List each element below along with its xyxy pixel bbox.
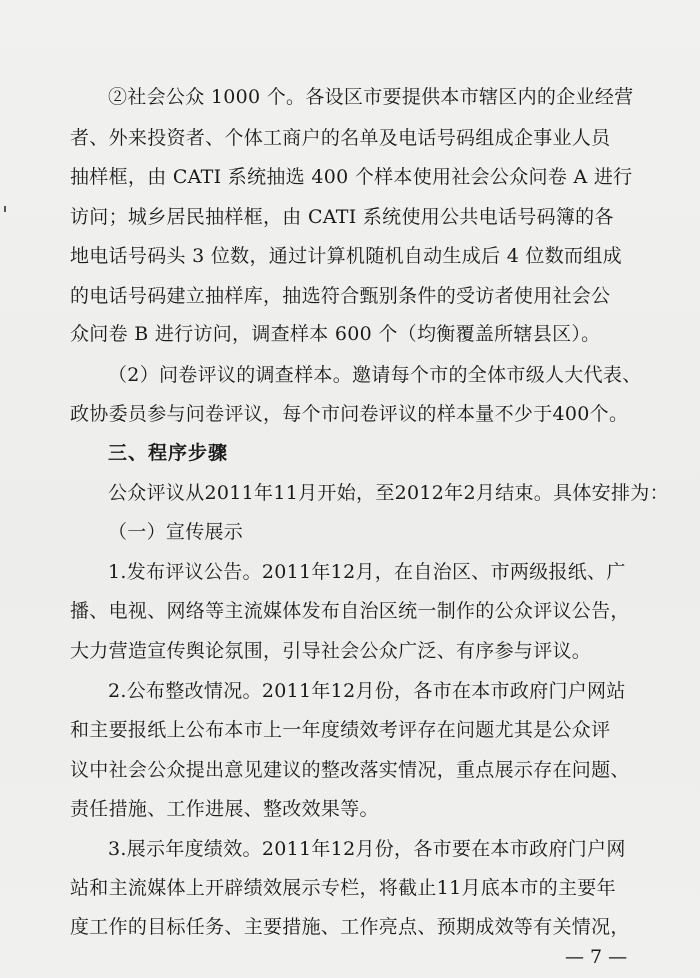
- item-3-line-1: 3.展示年度绩效。2011年12月份，各市要在本市政府门户网: [108, 838, 626, 860]
- section-heading: 三、程序步骤: [108, 442, 229, 464]
- item-1-line-2: 播、电视、网络等主流媒体发布自治区统一制作的公众评议公告，: [70, 600, 630, 622]
- paragraph-1-line-2: 者、外来投资者、个体工商户的名单及电话号码组成企事业人员: [70, 127, 611, 149]
- paragraph-1-line-6: 的电话号码建立抽样库，抽选符合甄别条件的受访者使用社会公: [70, 285, 611, 307]
- paragraph-1-line-4: 访问；城乡居民抽样框，由 CATI 系统使用公共电话号码簿的各: [70, 206, 614, 228]
- schedule-paragraph: 公众评议从2011年11月开始，至2012年2月结束。具体安排为：: [108, 482, 669, 504]
- paragraph-1-line-7: 众问卷 B 进行访问，调查样本 600 个（均衡覆盖所辖县区）。: [70, 323, 601, 345]
- paragraph-2-line-1: （2）问卷评议的调查样本。邀请每个市的全体市级人大代表、: [108, 364, 642, 386]
- paragraph-2-line-2: 政协委员参与问卷评议，每个市问卷评议的样本量不少于400个。: [70, 403, 629, 425]
- margin-mark: [4, 206, 6, 212]
- item-2-line-1: 2.公布整改情况。2011年12月份，各市在本市政府门户网站: [108, 680, 626, 702]
- item-2-line-3: 议中社会公众提出意见建议的整改落实情况，重点展示存在问题、: [70, 759, 630, 781]
- item-3-line-3: 度工作的目标任务、主要措施、工作亮点、预期成效等有关情况，: [70, 916, 630, 938]
- item-1-line-1: 1.发布评议公告。2011年12月，在自治区、市两级报纸、广: [108, 561, 626, 583]
- paragraph-1-line-5: 地电话号码头 3 位数，通过计算机随机自动生成后 4 位数而组成: [70, 245, 622, 267]
- item-2-line-2: 和主要报纸上公布本市上一年度绩效考评存在问题尤其是公众评: [70, 719, 611, 741]
- item-1-line-3: 大力营造宣传舆论氛围，引导社会公众广泛、有序参与评议。: [70, 640, 592, 662]
- page-number: — 7 —: [565, 946, 628, 968]
- item-2-line-4: 责任措施、工作进展、整改效果等。: [70, 798, 379, 820]
- paragraph-1-line-1: ②社会公众 1000 个。各设区市要提供本市辖区内的企业经营: [108, 86, 634, 108]
- subheading: （一）宣传展示: [108, 521, 244, 543]
- item-3-line-2: 站和主流媒体上开辟绩效展示专栏，将截止11月底本市的主要年: [70, 877, 616, 899]
- paragraph-1-line-3: 抽样框，由 CATI 系统抽选 400 个样本使用社会公众问卷 A 进行: [70, 166, 633, 188]
